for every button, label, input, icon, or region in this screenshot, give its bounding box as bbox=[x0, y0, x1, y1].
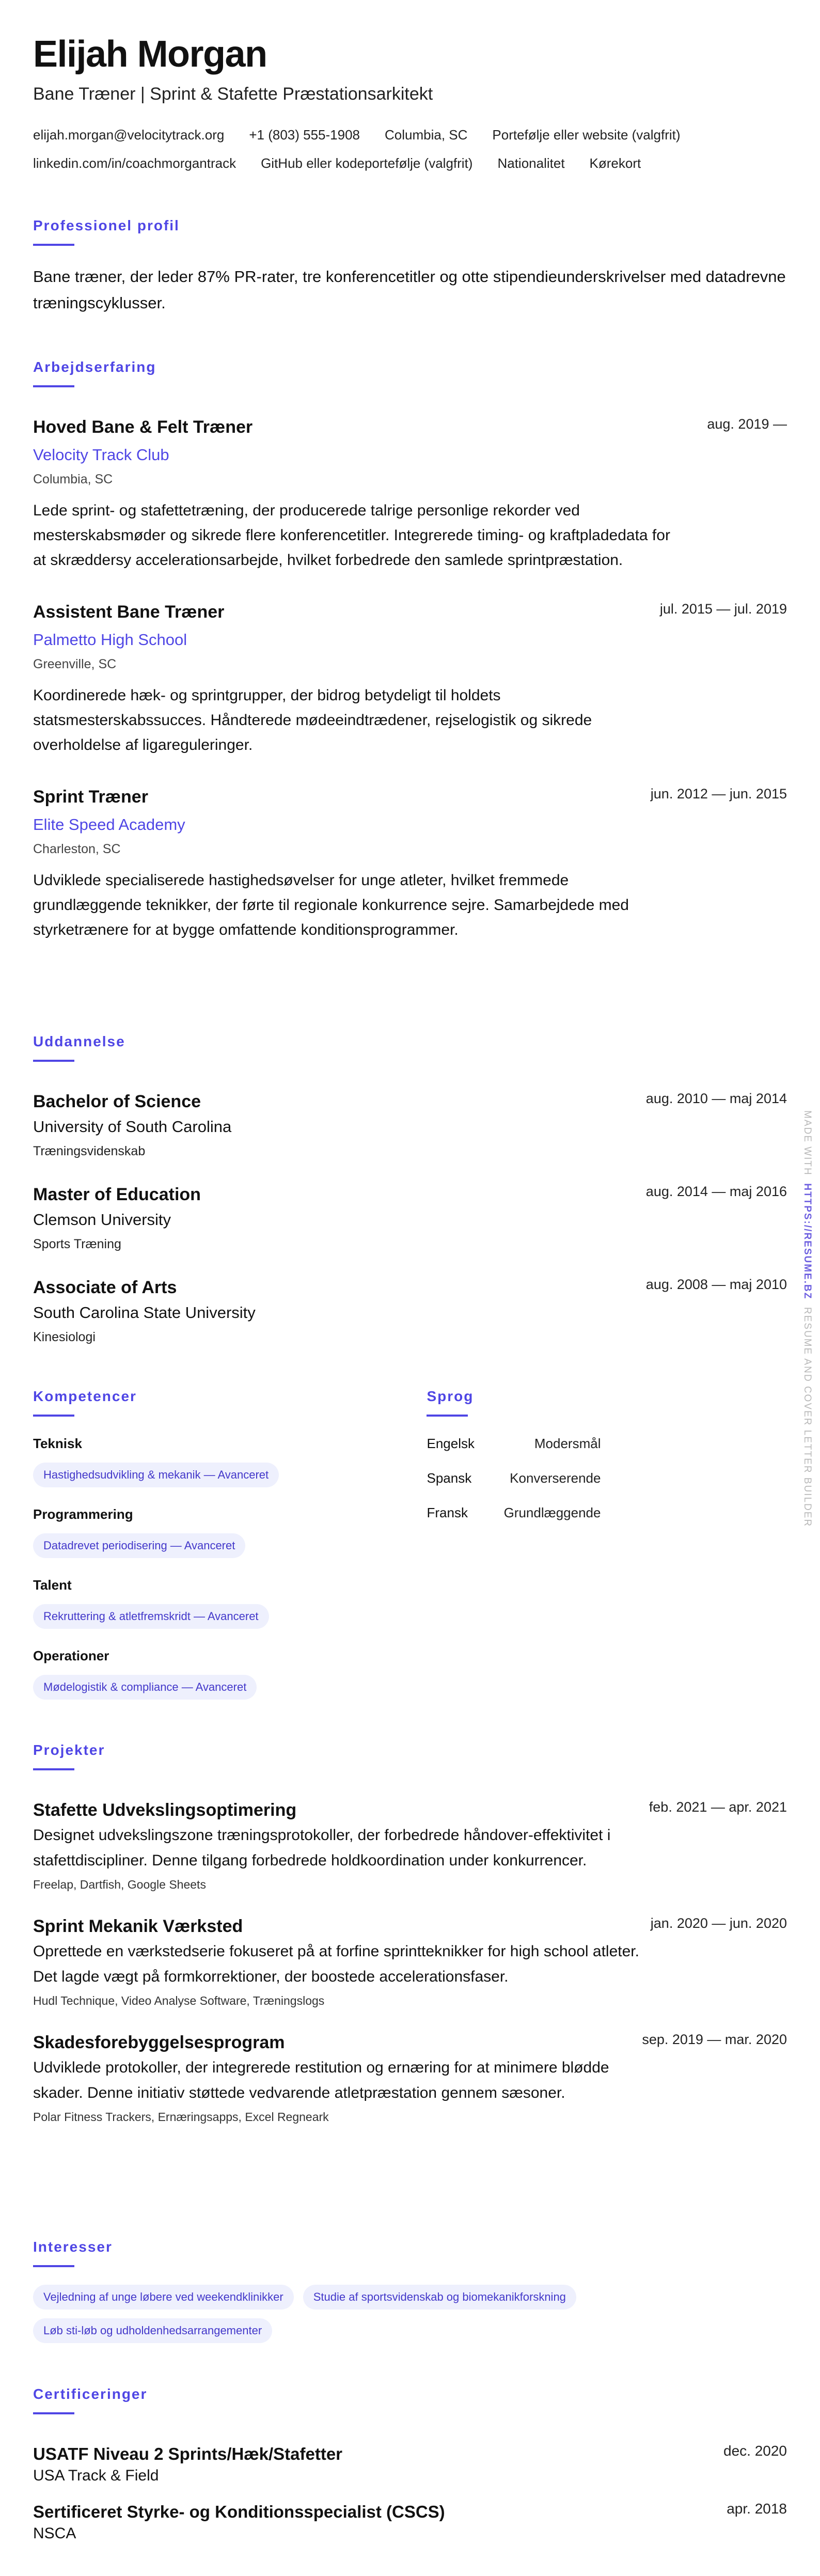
job-location: Columbia, SC bbox=[33, 472, 113, 486]
section-profile bbox=[33, 216, 787, 316]
languages-column bbox=[427, 1387, 787, 1717]
resume-builder-link[interactable]: HTTPS://RESUME.BZ bbox=[802, 1183, 813, 1300]
contact-item[interactable]: +1 (803) 555-1908 bbox=[249, 127, 360, 143]
skill-group bbox=[33, 1576, 427, 1629]
watermark-suffix: RESUME AND COVER LETTER BUILDER bbox=[802, 1307, 813, 1528]
language-level: Konverserende bbox=[510, 1470, 601, 1486]
contact-item: Columbia, SC bbox=[385, 127, 468, 143]
skill-group bbox=[33, 1646, 427, 1700]
project-title: Stafette Udvekslingsoptimering bbox=[33, 1800, 297, 1820]
job-dates: jul. 2015 — jul. 2019 bbox=[659, 601, 787, 617]
job-entry bbox=[33, 601, 787, 758]
skill-group-label: Teknisk bbox=[33, 1436, 82, 1451]
language-name: Fransk bbox=[427, 1505, 468, 1520]
education-dates: aug. 2010 — maj 2014 bbox=[645, 1091, 787, 1106]
section-heading: Professionel profil bbox=[33, 217, 180, 233]
profile-summary: Bane træner, der leder 87% PR-rater, tre konferencetitler og otte stipendieunderskrivelser med datadrevne træningscyklusser. bbox=[33, 268, 786, 312]
section-heading: Interesser bbox=[33, 2239, 113, 2255]
language-level: Grundlæggende bbox=[503, 1505, 601, 1520]
project-dates: jan. 2020 — jun. 2020 bbox=[650, 1915, 787, 1931]
resume-builder-watermark bbox=[799, 1110, 815, 1528]
degree: Associate of Arts bbox=[33, 1278, 177, 1297]
project-tools: Hudl Technique, Video Analyse Software, Træningslogs bbox=[33, 1994, 325, 2007]
certification-date: dec. 2020 bbox=[723, 2443, 787, 2459]
project-entry bbox=[33, 2031, 787, 2125]
certification-date: apr. 2018 bbox=[727, 2501, 787, 2517]
job-company: Palmetto High School bbox=[33, 631, 187, 649]
project-entry bbox=[33, 1799, 787, 1893]
job-company: Velocity Track Club bbox=[33, 446, 169, 464]
education-entry bbox=[33, 1276, 787, 1346]
section-underline bbox=[33, 1768, 74, 1770]
certification-issuer: USA Track & Field bbox=[33, 2467, 159, 2484]
certification-entry bbox=[33, 2443, 787, 2486]
certification-title: USATF Niveau 2 Sprints/Hæk/Stafetter bbox=[33, 2444, 343, 2463]
skill-pill: Datadrevet periodisering — Avanceret bbox=[33, 1533, 245, 1558]
job-entry bbox=[33, 786, 787, 943]
candidate-title: Bane Træner | Sprint & Stafette Præstationsarkitekt bbox=[33, 84, 433, 104]
section-heading: Arbejdserfaring bbox=[33, 359, 156, 375]
section-underline bbox=[33, 1415, 74, 1417]
field-of-study: Træningsvidenskab bbox=[33, 1144, 146, 1158]
degree: Bachelor of Science bbox=[33, 1092, 201, 1111]
skill-group bbox=[33, 1434, 427, 1487]
job-title: Hoved Bane & Felt Træner bbox=[33, 417, 253, 437]
school: South Carolina State University bbox=[33, 1303, 256, 1322]
project-dates: feb. 2021 — apr. 2021 bbox=[649, 1799, 787, 1815]
language-item bbox=[427, 1469, 601, 1487]
skills-column bbox=[33, 1387, 427, 1717]
interest-pill: Studie af sportsvidenskab og biomekanikforskning bbox=[303, 2285, 576, 2310]
section-heading: Sprog bbox=[427, 1388, 474, 1404]
education-dates: aug. 2008 — maj 2010 bbox=[645, 1277, 787, 1292]
project-tools: Freelap, Dartfish, Google Sheets bbox=[33, 1878, 206, 1891]
certification-entry bbox=[33, 2501, 787, 2544]
skill-group bbox=[33, 1505, 427, 1558]
contact-item[interactable]: linkedin.com/in/coachmorgantrack bbox=[33, 155, 236, 171]
section-heading: Certificeringer bbox=[33, 2386, 148, 2402]
job-location: Charleston, SC bbox=[33, 842, 121, 856]
candidate-name: Elijah Morgan bbox=[33, 34, 267, 75]
field-of-study: Sports Træning bbox=[33, 1237, 121, 1251]
language-name: Engelsk bbox=[427, 1436, 475, 1451]
job-description: Lede sprint- og stafettetræning, der producerede talrige personlige rekorder ved mesterskabsmøder og sikrede flere konferencetitler. Integrerede timing- og kraftpladedata for at skræddersy accelerationsarbejde, hvilket forbedrede den samlede sprintpræstation. bbox=[33, 502, 670, 569]
job-title: Sprint Træner bbox=[33, 787, 148, 807]
section-work bbox=[33, 358, 787, 970]
skill-pill: Mødelogistik & compliance — Avanceret bbox=[33, 1675, 257, 1700]
section-projects bbox=[33, 1741, 787, 2147]
project-description: Designet udvekslingszone træningsprotokoller, der forbedrede håndover-effektivitet i stafettdiscipliner. Denne tilgang forbedrede holdkoordination under konkurrencer. bbox=[33, 1827, 611, 1869]
section-underline bbox=[33, 244, 74, 246]
interest-pill: Vejledning af unge løbere ved weekendklinikker bbox=[33, 2285, 294, 2310]
contact-item: Nationalitet bbox=[497, 155, 565, 171]
job-entry bbox=[33, 416, 787, 573]
section-heading: Uddannelse bbox=[33, 1033, 125, 1049]
section-skills-languages bbox=[33, 1387, 787, 1717]
section-heading: Kompetencer bbox=[33, 1388, 137, 1404]
job-title: Assistent Bane Træner bbox=[33, 602, 225, 622]
project-tools: Polar Fitness Trackers, Ernæringsapps, Excel Regneark bbox=[33, 2110, 329, 2124]
job-description: Koordinerede hæk- og sprintgrupper, der bidrog betydeligt til holdets statsmesterskabssucces. Håndterede mødeeindtrædener, rejselogistik og sikrede overholdelse af ligareguleringer. bbox=[33, 687, 592, 753]
language-item bbox=[427, 1434, 601, 1453]
section-interests bbox=[33, 2238, 787, 2343]
job-location: Greenville, SC bbox=[33, 657, 117, 671]
interest-pill: Løb sti-løb og udholdenhedsarrangementer bbox=[33, 2318, 272, 2343]
section-underline bbox=[33, 2265, 74, 2267]
degree: Master of Education bbox=[33, 1185, 201, 1204]
skill-pill: Hastighedsudvikling & mekanik — Avanceret bbox=[33, 1463, 279, 1487]
section-heading: Projekter bbox=[33, 1742, 105, 1758]
section-certifications bbox=[33, 2385, 787, 2558]
skill-group-label: Programmering bbox=[33, 1506, 133, 1522]
section-underline bbox=[33, 1060, 74, 1062]
school: Clemson University bbox=[33, 1211, 171, 1229]
contact-item: Kørekort bbox=[589, 155, 641, 171]
project-title: Skadesforebyggelsesprogram bbox=[33, 2033, 285, 2052]
field-of-study: Kinesiologi bbox=[33, 1330, 96, 1344]
skill-pill: Rekruttering & atletfremskridt — Avanceret bbox=[33, 1604, 269, 1629]
language-item bbox=[427, 1503, 601, 1522]
project-entry bbox=[33, 1915, 787, 2009]
job-dates: jun. 2012 — jun. 2015 bbox=[650, 786, 787, 802]
skill-group-label: Talent bbox=[33, 1577, 72, 1593]
contact-item[interactable]: GitHub eller kodeportefølje (valgfrit) bbox=[261, 155, 473, 171]
school: University of South Carolina bbox=[33, 1118, 232, 1136]
certification-issuer: NSCA bbox=[33, 2525, 76, 2542]
contact-item[interactable]: Portefølje eller website (valgfrit) bbox=[492, 127, 681, 143]
project-description: Oprettede en værkstedserie fokuseret på at forfine sprintteknikker for high school atleter. Det lagde vægt på formkorrektioner, der boostede accelerationsfaser. bbox=[33, 1943, 639, 1985]
section-education bbox=[33, 1032, 787, 1369]
project-dates: sep. 2019 — mar. 2020 bbox=[642, 2032, 787, 2047]
language-name: Spansk bbox=[427, 1470, 472, 1486]
contact-list bbox=[33, 121, 787, 178]
job-description: Udviklede specialiserede hastighedsøvelser for unge atleter, hvilket fremmede grundlæggende teknikker, der førte til regionale konkurrence sejre. Samarbejdede med styrketrænere for at bygge omfattende konditionsprogrammer. bbox=[33, 872, 629, 938]
education-entry bbox=[33, 1090, 787, 1160]
section-underline bbox=[33, 2412, 74, 2414]
section-underline bbox=[33, 385, 74, 387]
contact-item[interactable]: elijah.morgan@velocitytrack.org bbox=[33, 127, 225, 143]
education-entry bbox=[33, 1183, 787, 1253]
project-title: Sprint Mekanik Værksted bbox=[33, 1917, 243, 1936]
job-company: Elite Speed Academy bbox=[33, 815, 185, 834]
section-underline bbox=[427, 1415, 468, 1417]
certification-title: Sertificeret Styrke- og Konditionsspecialist (CSCS) bbox=[33, 2502, 445, 2521]
education-dates: aug. 2014 — maj 2016 bbox=[645, 1184, 787, 1199]
job-dates: aug. 2019 — bbox=[707, 416, 787, 432]
language-level: Modersmål bbox=[534, 1436, 601, 1451]
skill-group-label: Operationer bbox=[33, 1648, 109, 1663]
project-description: Udviklede protokoller, der integrerede restitution og ernæring for at minimere blødde skader. Denne initiativ støttede vedvarende atletpræstation gennem sæsoner. bbox=[33, 2059, 609, 2101]
watermark-prefix: MADE WITH bbox=[802, 1110, 813, 1176]
